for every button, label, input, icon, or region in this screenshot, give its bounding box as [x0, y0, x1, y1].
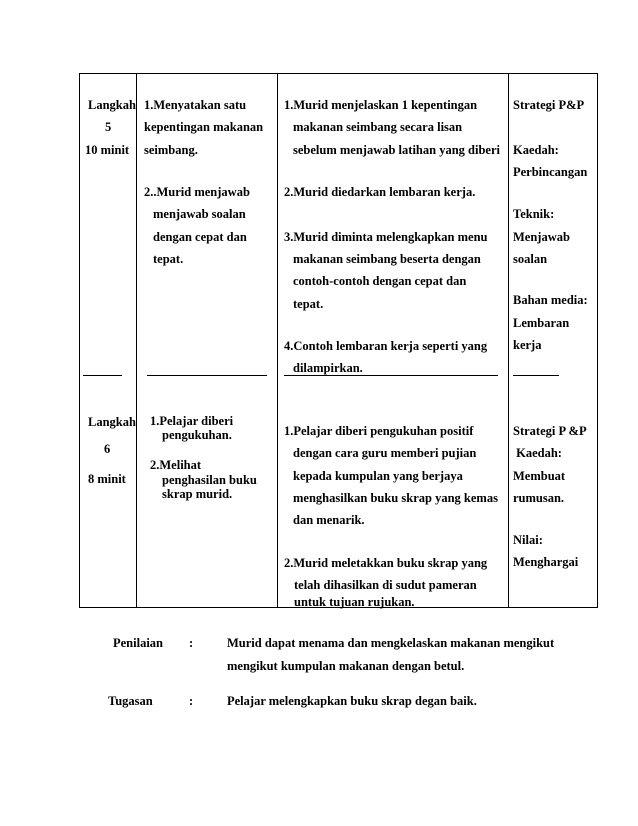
penilaian-colon: : [189, 636, 194, 650]
column-divider [136, 74, 137, 607]
content-line: 1.Menyatakan satu [144, 98, 247, 112]
step-duration: 10 minit [85, 143, 130, 157]
content-line: 2..Murid menjawab [144, 185, 250, 199]
activity-line: 2.Murid meletakkan buku skrap yang [284, 556, 488, 570]
activity-line: dilampirkan. [293, 361, 363, 375]
note-line: Teknik: [513, 207, 555, 221]
activity-line: contoh-contoh dengan cepat dan [293, 274, 467, 288]
step-label: Langkah [88, 98, 136, 112]
note-line: Kaedah: [513, 143, 559, 157]
content-line: skrap murid. [162, 487, 233, 501]
activity-line: makanan seimbang beserta dengan [293, 252, 481, 266]
penilaian-text-line: Murid dapat menama dan mengkelaskan makanan mengikut [227, 636, 555, 650]
content-line: kepentingan makanan [144, 120, 264, 134]
content-line: 1.Pelajar diberi [150, 414, 234, 428]
tugasan-text: Pelajar melengkapkan buku skrap degan baik. [227, 694, 477, 708]
content-line: 2.Melihat [150, 458, 202, 472]
content-line: tepat. [153, 252, 184, 266]
row-separator [147, 375, 267, 376]
activity-line: 1.Murid menjelaskan 1 kepentingan [284, 98, 478, 112]
activity-line: menghasilkan buku skrap yang kemas [293, 491, 498, 505]
note-line: Kaedah: [513, 446, 562, 460]
note-line: Perbincangan [513, 165, 588, 179]
activity-line: telah dihasilkan di sudut pameran [294, 578, 477, 592]
tugasan-label: Tugasan [108, 694, 153, 708]
activity-line: 2.Murid diedarkan lembaran kerja. [284, 185, 476, 199]
row-separator [513, 375, 559, 376]
activity-line: untuk tujuan rujukan. [294, 595, 415, 609]
note-line: rumusan. [513, 491, 565, 505]
content-line: dengan cepat dan [153, 230, 247, 244]
column-divider [508, 74, 509, 607]
note-line: Membuat [513, 469, 566, 483]
penilaian-label: Penilaian [113, 636, 164, 650]
activity-line: tepat. [293, 297, 324, 311]
lesson-plan-table [79, 73, 598, 608]
note-line: Strategi P &P [513, 424, 587, 438]
activity-line: dengan cara guru memberi pujian [293, 446, 477, 460]
note-line: Strategi P&P [513, 98, 585, 112]
content-line: penghasilan buku [162, 473, 257, 487]
note-line: Lembaran [513, 316, 570, 330]
note-line: kerja [513, 338, 542, 352]
step-number: 6 [104, 442, 111, 456]
activity-line: 3.Murid diminta melengkapkan menu [284, 230, 488, 244]
column-divider [277, 74, 278, 607]
activity-line: 4.Contoh lembaran kerja seperti yang [284, 339, 488, 353]
content-line: seimbang. [144, 143, 198, 157]
step-number: 5 [105, 120, 112, 134]
activity-line: dan menarik. [293, 513, 365, 527]
step-duration: 8 minit [88, 472, 126, 486]
penilaian-text-line: mengikut kumpulan makanan dengan betul. [227, 659, 465, 673]
activity-line: kepada kumpulan yang berjaya [293, 469, 463, 483]
activity-line: 1.Pelajar diberi pengukuhan positif [284, 424, 474, 438]
note-line: Menghargai [513, 555, 579, 569]
note-line: Bahan media: [513, 293, 588, 307]
activity-line: makanan seimbang secara lisan [293, 120, 463, 134]
content-line: menjawab soalan [153, 207, 246, 221]
step-label: Langkah [88, 415, 136, 429]
note-line: soalan [513, 252, 548, 266]
row-separator [284, 375, 498, 376]
note-line: Nilai: [513, 533, 543, 547]
note-line: Menjawab [513, 230, 570, 244]
content-line: pengukuhan. [162, 428, 232, 442]
activity-line: sebelum menjawab latihan yang diberi [293, 143, 500, 157]
row-separator [83, 375, 122, 376]
tugasan-colon: : [189, 694, 194, 708]
